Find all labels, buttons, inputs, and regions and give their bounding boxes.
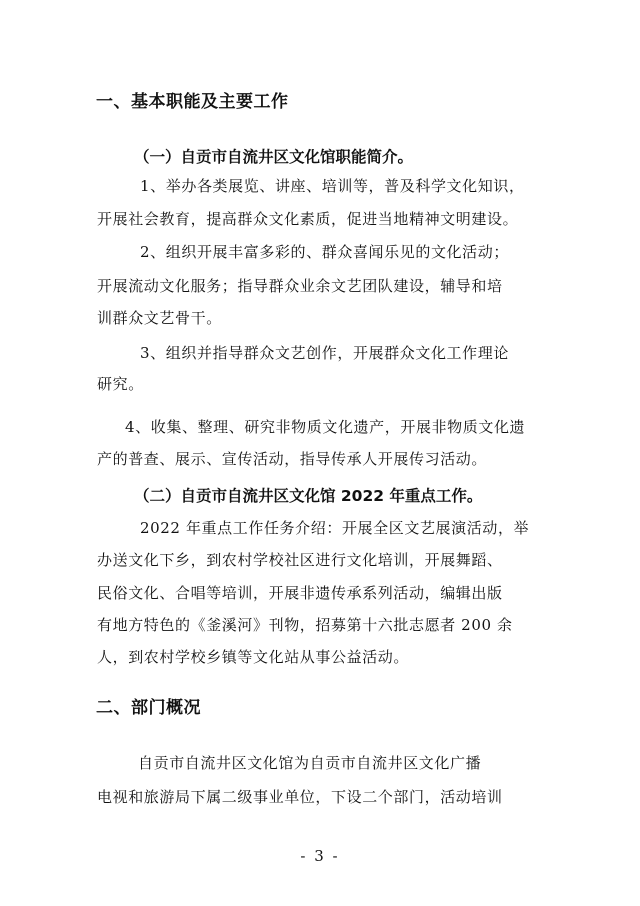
paragraph-line: 4、收集、整理、研究非物质文化遗产，开展非物质文化遗 [125,418,526,436]
section-heading-basic-functions: 一、基本职能及主要工作 [96,92,289,112]
paragraph-line: 开展流动文化服务；指导群众业余文艺团队建设，辅导和培 [97,277,503,295]
paragraph-line: 2、组织开展丰富多彩的、群众喜闻乐见的文化活动； [140,243,509,261]
paragraph-line: 产的普查、展示、宣传活动，指导传承人开展传习活动。 [97,450,488,468]
paragraph-line: 办送文化下乡，到农村学校社区进行文化培训，开展舞蹈、 [97,551,503,569]
paragraph-line: 民俗文化、合唱等培训，开展非遗传承系列活动，编辑出版 [97,584,503,602]
paragraph-line: 2022 年重点工作任务介绍：开展全区文艺展演活动，举 [140,519,530,537]
paragraph-line: 研究。 [97,375,144,393]
paragraph-line: 训群众文艺骨干。 [97,309,222,327]
paragraph-line: 电视和旅游局下属二级事业单位，下设二个部门，活动培训 [97,788,503,806]
paragraph-line: 1、举办各类展览、讲座、培训等，普及科学文化知识， [140,177,525,195]
subsection-title-2022-key-work: （二）自贡市自流井区文化馆 2022 年重点工作。 [134,487,483,505]
paragraph-line: 开展社会教育，提高群众文化素质，促进当地精神文明建设。 [97,210,519,228]
paragraph-line: 3、组织并指导群众文艺创作，开展群众文化工作理论 [140,344,509,362]
page-number: - 3 - [300,847,340,865]
paragraph-line: 人，到农村学校乡镇等文化站从事公益活动。 [97,648,410,666]
paragraph-line: 自贡市自流井区文化馆为自贡市自流井区文化广播 [138,754,482,772]
paragraph-line: 有地方特色的《釜溪河》刊物，招募第十六批志愿者 200 余 [97,616,513,634]
section-heading-department-overview: 二、部门概况 [96,698,201,718]
subsection-title-functions: （一）自贡市自流井区文化馆职能简介。 [134,148,414,166]
